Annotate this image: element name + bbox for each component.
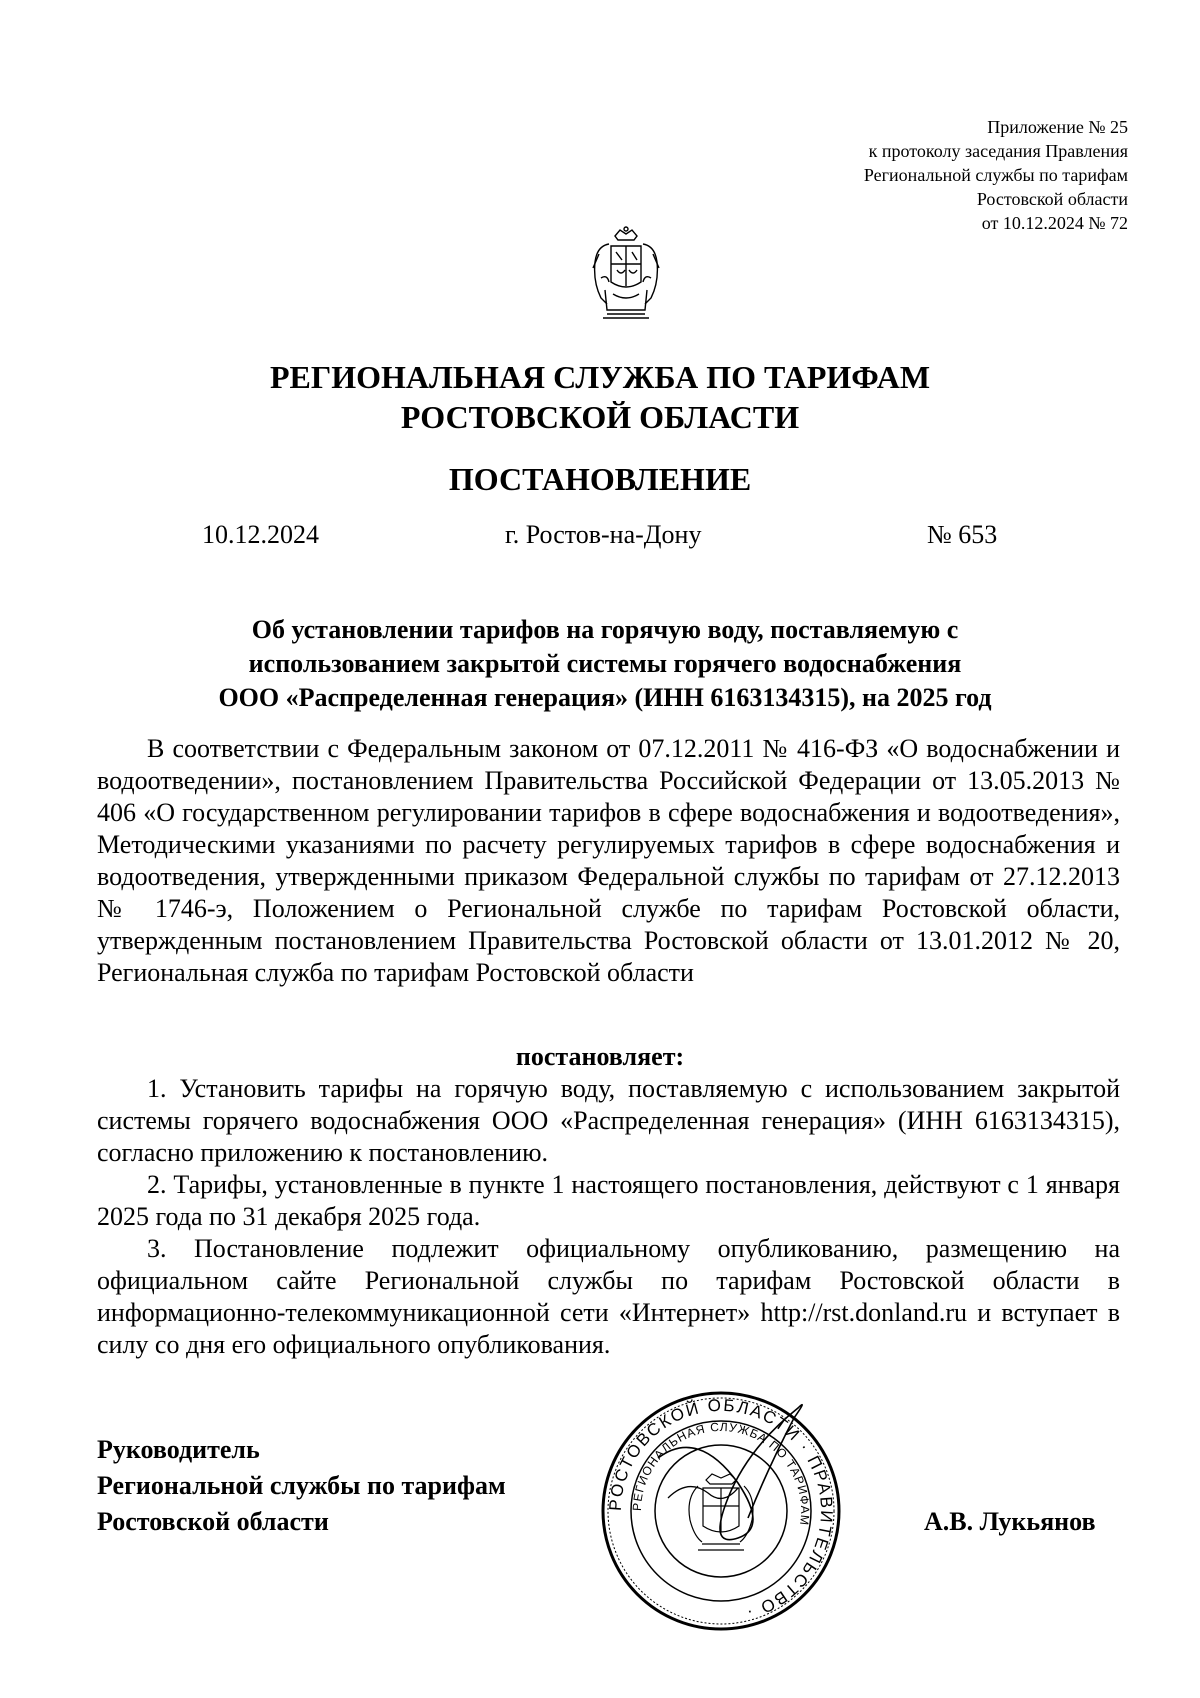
organization-name-line: РОСТОВСКОЙ ОБЛАСТИ <box>400 399 800 435</box>
seal-inner-text: РЕГИОНАЛЬНАЯ СЛУЖБА ПО ТАРИФАМ <box>629 1419 813 1527</box>
decision-item: 2. Тарифы, установленные в пункте 1 настоящего постановления, действуют с 1 января 2025 года по 31 декабря 2025 года. <box>97 1170 1120 1231</box>
document-city: г. Ростов-на-Дону <box>505 520 702 549</box>
decision-items <box>97 1073 1120 1361</box>
decision-item: 3. Постановление подлежит официальному опубликованию, размещению на официальном сайте Региональной службы по тарифам Ростовской области в информационно-телекоммуникационной сети «Интернет» http://rst.donland.ru и вступает в силу со дня его официального опубликования. <box>97 1234 1120 1359</box>
signatory-title-line: Ростовской области <box>97 1507 329 1536</box>
preamble-paragraph: В соответствии с Федеральным законом от 07.12.2011 № 416-ФЗ «О водоснабжении и водоотведении», постановлением Правительства Российской Федерации от 13.05.2013 № 406 «О государственном регулировании тарифов в сфере водоснабжения и водоотведения», Методическими указаниями по расчету регулируемых тарифов в сфере водоснабжения и водоотведения, утвержденными приказом Федеральной службы по тарифам от 27.12.2013 № 1746-э, Положением о Региональной службе по тарифам Ростовской области, утвержденным постановлением Правительства Ростовской области от 13.01.2012 № 20, Региональная служба по тарифам Ростовской области <box>97 734 1120 987</box>
document-number: № 653 <box>927 520 998 549</box>
subject-line: ООО «Распределенная генерация» (ИНН 6163134315), на 2025 год <box>218 683 992 712</box>
appendix-note <box>864 115 1128 235</box>
document-type-heading: ПОСТАНОВЛЕНИЕ <box>448 461 752 497</box>
coat-of-arms-emblem-icon <box>587 224 665 324</box>
subject-line: Об установлении тарифов на горячую воду, поставляемую с <box>251 615 959 644</box>
official-round-seal-icon <box>598 1388 844 1634</box>
subject-line: использованием закрытой системы горячего водоснабжения <box>248 649 962 678</box>
appendix-line: Ростовской области <box>976 189 1128 209</box>
seal-outer-text: РОСТОВСКОЙ ОБЛАСТИ · ПРАВИТЕЛЬСТВО · <box>605 1395 837 1623</box>
decides-heading: постановляет: <box>515 1042 685 1071</box>
appendix-line: Приложение № 25 <box>987 117 1128 137</box>
appendix-line: Региональной службы по тарифам <box>863 165 1128 185</box>
signatory-name: А.В. Лукьянов <box>924 1507 1096 1536</box>
document-date: 10.12.2024 <box>202 520 319 549</box>
document-subject <box>90 613 1120 715</box>
appendix-line: от 10.12.2024 № 72 <box>981 213 1128 233</box>
signatory-title <box>97 1432 506 1540</box>
organization-name <box>0 357 1200 437</box>
appendix-line: к протоколу заседания Правления <box>868 141 1128 161</box>
signatory-title-line: Руководитель <box>97 1435 260 1464</box>
signatory-title-line: Региональной службы по тарифам <box>97 1471 506 1500</box>
preamble-block <box>97 733 1120 989</box>
decision-item: 1. Установить тарифы на горячую воду, поставляемую с использованием закрытой системы горячего водоснабжения ООО «Распределенная генерация» (ИНН 6163134315), согласно приложению к постановлению. <box>97 1074 1120 1167</box>
organization-name-line: РЕГИОНАЛЬНАЯ СЛУЖБА ПО ТАРИФАМ <box>269 359 931 395</box>
